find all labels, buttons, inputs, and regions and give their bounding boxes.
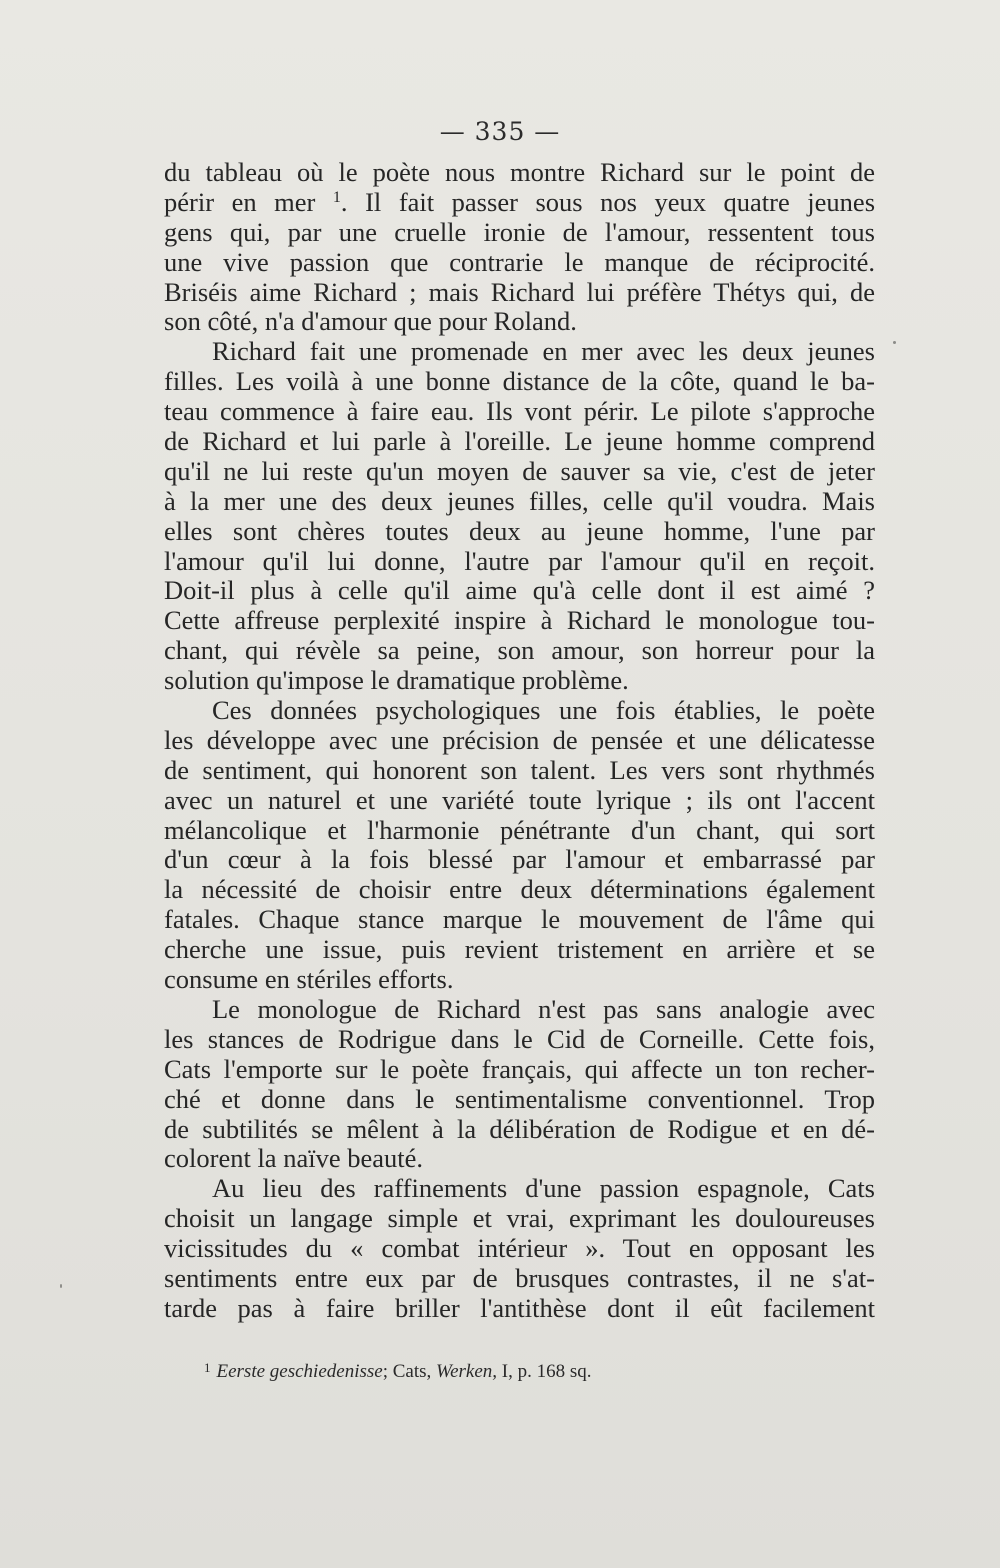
text-line: d'un cœur à la fois blessé par l'amour et embarrassé par	[164, 844, 875, 875]
text-line: Au lieu des raffinements d'une passion espagnole, Cats	[212, 1173, 875, 1204]
text-line: la nécessité de choisir entre deux déterminations également	[164, 874, 875, 905]
text-fragment: . Il fait passer sous nos yeux quatre jeunes	[340, 186, 876, 217]
paragraph-3	[164, 696, 875, 995]
text-line: son côté, n'a d'amour que pour Roland.	[164, 306, 577, 337]
text-line: elles sont chères toutes deux au jeune homme, l'une par	[164, 515, 875, 546]
footnote-title: Eerste geschiedenisse	[216, 1361, 383, 1382]
text-line: l'amour qu'il lui donne, l'autre par l'amour qu'il en reçoit.	[164, 545, 875, 576]
text-line: ché et donne dans le sentimentalisme conventionnel. Trop	[164, 1083, 875, 1114]
paper-speck	[893, 341, 896, 344]
text-line: qu'il ne lui reste qu'un moyen de sauver sa vie, c'est de jeter	[164, 455, 875, 486]
text-line: Doit-il plus à celle qu'il aime qu'à celle dont il est aimé ?	[164, 575, 875, 606]
text-line	[164, 188, 875, 218]
footnote-work: Werken,	[436, 1361, 498, 1382]
text-line: mélancolique et l'harmonie pénétrante d'un chant, qui sort	[164, 814, 875, 845]
text-line: cherche une issue, puis revient tristement en arrière et se	[164, 934, 875, 965]
text-line: teau commence à faire eau. Ils vont périr. Le pilote s'approche	[164, 396, 875, 427]
page-number: — 335 —	[439, 117, 561, 146]
text-line: de subtilités se mêlent à la délibération de Rodigue et en dé-	[164, 1113, 875, 1144]
text-line: Le monologue de Richard n'est pas sans analogie avec	[212, 993, 875, 1024]
text-line: du tableau où le poète nous montre Richard sur le point de	[164, 157, 875, 187]
text-line: Ces données psychologiques une fois établies, le poète	[212, 695, 875, 726]
text-line: les stances de Rodrigue dans le Cid de Corneille. Cette fois,	[164, 1023, 875, 1054]
text-line: Cats l'emporte sur le poète français, qui affecte un ton recher-	[164, 1053, 875, 1084]
text-line: avec un naturel et une variété toute lyrique ; ils ont l'accent	[164, 784, 875, 815]
footnote-separator: ;	[382, 1361, 388, 1382]
paper-speck	[60, 1284, 62, 1288]
text-line: à la mer une des deux jeunes filles, celle qu'il voudra. Mais	[164, 485, 875, 516]
text-line: consume en stériles efforts.	[164, 964, 454, 995]
body-text	[164, 158, 875, 1324]
text-line: de Richard et lui parle à l'oreille. Le jeune homme comprend	[164, 426, 875, 457]
footnote	[204, 1360, 592, 1383]
footnote-mark: 1	[204, 1360, 211, 1375]
text-line: les développe avec une précision de pensée et une délicatesse	[164, 724, 875, 755]
text-fragment: périr en mer	[164, 186, 316, 217]
text-line: choisit un langage simple et vrai, exprimant les douloureuses	[164, 1203, 875, 1234]
text-line: Cette affreuse perplexité inspire à Richard le monologue tou-	[164, 605, 875, 636]
text-line: une vive passion que contrarie le manque de réciprocité.	[164, 246, 875, 277]
text-line: gens qui, par une cruelle ironie de l'amour, ressentent tous	[164, 216, 875, 247]
paragraph-2	[164, 337, 875, 696]
text-line: tarde pas à faire briller l'antithèse dont il eût facilement	[164, 1292, 875, 1323]
text-line: filles. Les voilà à une bonne distance de la côte, quand le ba-	[164, 366, 875, 397]
footnote-reference[interactable]: 1	[332, 188, 341, 206]
text-line: solution qu'impose le dramatique problème.	[164, 665, 629, 696]
paragraph-4	[164, 995, 875, 1174]
paragraph-1	[164, 158, 875, 337]
text-line: Richard fait une promenade en mer avec les deux jeunes	[212, 336, 875, 367]
text-line: de sentiment, qui honorent son talent. Les vers sont rhythmés	[164, 754, 875, 785]
footnote-author: Cats,	[392, 1361, 432, 1382]
text-line: vicissitudes du « combat intérieur ». Tout en opposant les	[164, 1233, 875, 1264]
text-line: Briséis aime Richard ; mais Richard lui préfère Thétys qui, de	[164, 276, 875, 307]
text-line: colorent la naïve beauté.	[164, 1143, 423, 1174]
footnote-reference-detail: I, p. 168 sq.	[501, 1361, 592, 1382]
text-line: fatales. Chaque stance marque le mouvement de l'âme qui	[164, 904, 875, 935]
paragraph-5	[164, 1174, 875, 1323]
text-line: chant, qui révèle sa peine, son amour, son horreur pour la	[164, 635, 875, 666]
text-line: sentiments entre eux par de brusques contrastes, il ne s'at-	[164, 1262, 875, 1293]
